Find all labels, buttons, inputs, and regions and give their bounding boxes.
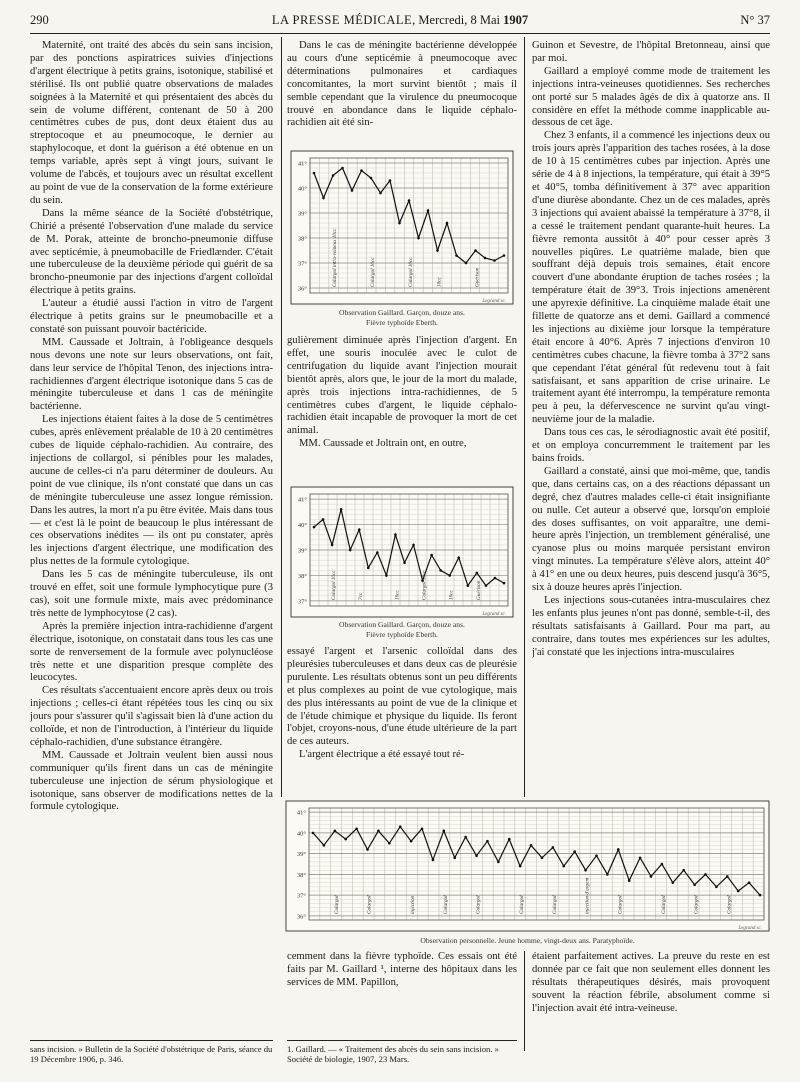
temperature-point — [715, 886, 718, 889]
journal-title: LA PRESSE MÉDICALE — [271, 13, 413, 27]
temperature-chart-3 — [285, 800, 770, 932]
issue-date: , Mercredi, 8 Mai — [412, 13, 500, 27]
y-tick-label: 40° — [297, 185, 307, 193]
injection-annotation: injection — [410, 895, 417, 914]
temperature-point — [366, 848, 369, 851]
text-column-1 — [30, 40, 273, 1030]
injection-annotation: Colargol — [660, 895, 667, 914]
temperature-point — [376, 551, 379, 554]
y-tick-label: 36° — [296, 913, 306, 921]
temperature-point — [367, 567, 370, 570]
temperature-point — [503, 582, 506, 585]
y-tick-label: 38° — [297, 235, 307, 243]
temperature-point — [351, 189, 354, 192]
temperature-point — [475, 854, 478, 857]
temperature-point — [639, 856, 642, 859]
column-rule-bottom — [524, 951, 525, 1051]
temperature-point — [358, 528, 361, 531]
y-tick-label: 36° — [297, 285, 307, 293]
paragraph: Dans le cas de méningite bactérienne développée au cours d'une septicémie à pneumocoque avec déterminations pulmonaires et cardiaques concomitantes, la mort survint bientôt ; mais il semble cependant que la virulence du pneumocoque trouvé en abondance dans le liquide céphalo-rachidien ait été sin- — [287, 40, 517, 129]
injection-annotation: Colargol — [442, 895, 449, 914]
y-tick-label: 39° — [296, 851, 306, 859]
text-bottom-middle — [287, 951, 517, 993]
temperature-point — [519, 865, 522, 868]
temperature-point — [493, 259, 496, 262]
temperature-point — [312, 832, 315, 835]
text-column-3 — [532, 40, 770, 796]
temperature-point — [661, 863, 664, 866]
injection-annotation: Colargol 10cc — [370, 257, 376, 287]
column-rule-1 — [281, 37, 282, 797]
temperature-point — [726, 875, 729, 878]
temperature-point — [448, 574, 451, 577]
temperature-point — [313, 172, 316, 175]
footnote-rule-left — [30, 1040, 273, 1041]
temperature-point — [457, 556, 460, 559]
paragraph: Gaillard a employé comme mode de traitement les injections intra-veineuses quotidiennes. Ses recherches ont porté sur 5 malades âgés de dix à quatorze ans. Il considère en effet la méthode comme inapplicable au-dessous de cet âge. — [532, 65, 770, 129]
paragraph: Guinon et Sevestre, de l'hôpital Bretonneau, ainsi que par moi. — [532, 40, 770, 64]
header-rule — [30, 33, 770, 34]
injection-annotation: Colargol — [333, 895, 340, 914]
temperature-chart-2 — [290, 486, 514, 618]
paragraph: Dans les 5 cas de méningite tuberculeuse, ils ont trouvé en effet, soit une formule lymphocytique pure (3 cas), soit une formule mixte, mais avec prédominance très nette de lymphocytose (2 cas). — [30, 569, 273, 619]
temperature-point — [455, 254, 458, 257]
temperature-point — [693, 883, 696, 886]
temperature-point — [427, 209, 430, 212]
temperature-point — [573, 850, 576, 853]
paragraph: Ces résultats s'accentuaient encore après deux ou trois injections ; celles-ci étant répétées tous les cinq ou six jours pour s'assurer qu'il s'agissait bien là d'une action du colloïde, et non de l'introduction, à l'intérieur du liquide céphalo-rachidien, d'une substance étrangère. — [30, 685, 273, 748]
temperature-point — [360, 169, 363, 172]
text-bottom-right — [532, 951, 770, 1051]
footnote-rule-mid — [287, 1040, 517, 1041]
y-tick-label: 38° — [297, 572, 307, 580]
temperature-point — [331, 544, 334, 547]
paragraph: MM. Caussade et Joltrain veulent bien aussi nous communiquer qu'ils firent dans un cas de méningite tuberculeuse une injection de sérum physiologique et isotonique, sans observer de modifications nettes de la formule cytologique. — [30, 749, 273, 813]
temperature-point — [399, 825, 402, 828]
temperature-point — [485, 584, 488, 587]
temperature-point — [332, 174, 335, 177]
y-tick-label: 40° — [296, 830, 306, 838]
engraver-signature: Legrand sc. — [482, 299, 506, 304]
temperature-point — [650, 875, 653, 878]
temperature-point — [606, 873, 609, 876]
paragraph: essayé l'argent et l'arsenic colloïdal dans des pleurésies tuberculeuses et dans deux cas de pleurésie purulente. Les résultats obtenus sont un peu différents et plus complexes au point de vue cytologique, mais des plus intéressants au point de vue de la clinique et de l'étude chimique et physique du liquide. Ils feront l'objet, croyons-nous, d'une étude ultérieure de la part de ces auteurs. — [287, 646, 517, 748]
paragraph: Chez 3 enfants, il a commencé les injections deux ou trois jours après l'apparition des taches rosées, à la dose de 10 à 15 centimètres cubes par injection. Après une série de 4 à 8 injections, la température, qui était à 39°5 et 40°5, tomba définitivement à 37° avec apparition d'une diurèse abondante. Chez un de ces malades, après 3 injections qui avaient abaissé la température à 37°8, il a cessé le traitement pendant quarante-huit heures. La fièvre remonta aussitôt à 40° pour cesser après 3 nouvelles piqûres. Le quatrième malade, bien que souffrant déjà depuis trois semaines, était encore couvert d'une abondante éruption de taches rosées ; la température était de 39°3. Trois injections amenèrent une apyrexie définitive. La cinquième malade était une fillette de quatorze ans et demi. Gaillard a commencé les injections au dixième jour lorsque la température était encore à 40°6. Après 7 injections d'environ 10 centimètres cubes chacune, la fièvre tomba à 37°2 sans que cependant l'état général fût redevenu tout à fait satisfaisant, et sans apparition de crise urinaire. Le traitement ayant été interrompu, la température remonta peu à peu, la défervescence ne survint qu'au vingt-neuvième jour de la maladie. — [532, 130, 770, 426]
text-column-2-middle — [287, 335, 517, 480]
injection-annotation: Colargol 10cc — [331, 570, 338, 600]
temperature-point — [436, 249, 439, 252]
temperature-point — [443, 830, 446, 833]
temperature-point — [704, 873, 707, 876]
temperature-point — [313, 526, 316, 529]
figure-1-caption-line2: Fièvre typhoïde Eberth. — [366, 317, 438, 327]
temperature-point — [584, 869, 587, 872]
temperature-point — [334, 830, 337, 833]
text-column-2-top — [287, 40, 517, 146]
temperature-point — [552, 846, 555, 849]
y-tick-label: 38° — [296, 871, 306, 879]
temperature-point — [421, 827, 424, 830]
figure-1-caption — [287, 308, 517, 327]
paragraph: Après la première injection intra-rachidienne d'argent électrique, isotonique, on constatait dans tous les cas une sorte de renversement de la formule avec polynucléose très nette et une disparition presque complète des leucocytes. — [30, 620, 273, 684]
injection-annotation: Colargol 10cc — [408, 257, 414, 287]
temperature-point — [430, 554, 433, 557]
figure-2-caption-line2: Fièvre typhoïde Eberth. — [366, 629, 438, 639]
temperature-point — [322, 518, 325, 521]
temperature-point — [541, 856, 544, 859]
injection-annotation: 10cc — [394, 590, 401, 600]
paragraph: MM. Caussade et Joltrain, à l'obligeance desquels nous devons une note sur leurs observations, ont fait, dans leur service de l'hôpital Tenon, des injections intra-rachidiennes d'argent électrique isotonique dans 5 cas de méningite tuberculeuse et dans 1 cas de méningite bactérienne. — [30, 336, 273, 413]
temperature-point — [377, 830, 380, 833]
temperature-point — [562, 865, 565, 868]
injection-annotation: Guérison — [475, 580, 482, 600]
temperature-point — [410, 840, 413, 843]
temperature-point — [323, 844, 326, 847]
temperature-point — [432, 859, 435, 862]
engraver-signature: Legrand sc. — [482, 612, 506, 617]
temperature-point — [474, 249, 477, 252]
temperature-point — [398, 222, 401, 225]
injection-annotation: 7cc — [358, 592, 365, 600]
issue-year: 1907 — [503, 13, 529, 27]
footnote-mid-text: 1. Gaillard. — « Traitement des abcès du sein sans incision. » Société de biologie, 1907, 23 Mars. — [287, 1044, 499, 1065]
temperature-point — [759, 894, 762, 897]
footnote-mid — [287, 1044, 517, 1065]
temperature-point — [476, 572, 479, 575]
temperature-point — [671, 881, 674, 884]
figure-1-caption-line1: Observation Gaillard. Garçon, douze ans. — [339, 308, 465, 317]
temperature-point — [370, 177, 373, 180]
temperature-point — [737, 890, 740, 893]
y-tick-label: 40° — [297, 522, 307, 530]
temperature-point — [465, 262, 468, 265]
footnote-left-text: sans incision. » Bulletin de la Société d'obstétrique de Paris, séance du 19 Décembre 1906, p. 346. — [30, 1044, 273, 1065]
temperature-point — [322, 197, 325, 200]
temperature-point — [497, 861, 500, 864]
paragraph: L'auteur a étudié aussi l'action in vitro de l'argent électrique à petits grains sur le pneumobacille et a constaté son puissant pouvoir bactéricide. — [30, 298, 273, 335]
paragraph: L'argent électrique a été essayé tout ré- — [299, 749, 465, 761]
temperature-chart-1 — [290, 150, 514, 305]
y-tick-label: 39° — [297, 547, 307, 555]
y-tick-label: 41° — [297, 160, 307, 168]
temperature-point — [341, 167, 344, 170]
temperature-point — [628, 879, 631, 882]
figure-2-caption-line1: Observation Gaillard. Garçon, douze ans. — [339, 620, 465, 629]
paragraph: Dans la même séance de la Société d'obstétrique, Chirié a présenté l'observation d'une malade du service de M. Porak, atteinte de broncho-pneumonie diffuse avec septicémie, à pneumobacille de Friedlænder. C'était une tuberculeuse de la deuxième période qui guérit de sa broncho-pneumonie par des injections d'argent colloïdal électrique à petits grains. — [30, 207, 273, 297]
column-rule-2 — [524, 37, 525, 797]
injection-annotation: Colargol — [366, 895, 373, 914]
injection-annotation: Colargol — [617, 895, 624, 914]
temperature-point — [464, 836, 467, 839]
paragraph: Dans tous ces cas, le sérodiagnostic avait été positif, et on employa concurremment le traitement par les bains froids. — [532, 427, 770, 464]
paragraph: gulièrement diminuée après l'injection d'argent. En effet, une souris inoculée avec le culot de centrifugation du liquide avant l'injection mourait bientôt après, alors que, le jour de la mort du malade, après trois injections intra-rachidiennes, de 5 centimètres cubes d'argent, le liquide céphalo-rachidien était incapable de provoquer la mort de cet animal. — [287, 335, 517, 437]
temperature-point — [486, 840, 489, 843]
temperature-point — [403, 561, 406, 564]
paragraph: Les injections sous-cutanées intra-musculaires chez les enfants plus jeunes n'ont pas donné, semble-t-il, des résultats satisfaisants à Gaillard. Pour ma part, au contraire, dans toutes mes expériences sur les adultes, j'ai constaté que les injections intra-musculaires — [532, 594, 770, 658]
temperature-point — [389, 179, 392, 182]
page-number: 290 — [30, 13, 49, 27]
journal-header — [250, 13, 550, 28]
engraver-signature: Legrand sc. — [738, 926, 762, 931]
temperature-point — [453, 856, 456, 859]
injection-annotation: Colargol — [551, 895, 558, 914]
temperature-point — [349, 549, 352, 552]
temperature-point — [394, 533, 397, 536]
temperature-point — [340, 508, 343, 511]
temperature-point — [595, 854, 598, 857]
y-tick-label: 37° — [297, 598, 307, 606]
paragraph: étaient parfaitement actives. La preuve du reste en est donnée par ce fait que non seulement elles donnent les résultats thérapeutiques désirés, mais provoquent souvent la réaction fébrile, absolument comme si l'injection avait été intra-veineuse. — [532, 951, 770, 1014]
issue-number: N° 37 — [740, 13, 770, 27]
temperature-point — [484, 257, 487, 260]
temperature-point — [494, 577, 497, 580]
injection-annotation: Colargol — [726, 895, 733, 914]
temperature-point — [385, 574, 388, 577]
footnote-left — [30, 1044, 273, 1065]
figure-2-caption — [287, 620, 517, 639]
figure-3-caption: Observation personnelle. Jeune homme, vingt-deux ans. Paratyphoïde. — [420, 936, 635, 945]
temperature-point — [439, 569, 442, 572]
injection-annotation: Colargol — [519, 895, 526, 914]
temperature-point — [379, 192, 382, 195]
paragraph: cemment dans la fièvre typhoïde. Ces essais ont été faits par M. Gaillard ¹, interne des hôpitaux dans les services de MM. Papillon, — [287, 951, 517, 988]
text-column-2-bottom — [287, 646, 517, 796]
paragraph: Les injections étaient faites à la dose de 5 centimètres cubes, après enlèvement préalable de 10 à 20 centimètres cubes de liquide céphalo-rachidien. Au contraire, des injections de collargol, si pénibles pour les malades, aucune de celles-ci n'a paru déterminer de douleurs. Au point de vue clinique, ils n'ont constaté que dans un cas de méningite tuberculeuse une assez longue rémission. Dans les autres, la mort n'a pu être évitée. Mais dans tous — et c'est là le point de beaucoup le plus intéressant de ces observations inédites — ils ont pu constater, après les injections d'argent électrique, une modification des plus nettes de la formule cytologique. — [30, 414, 273, 568]
paragraph: Gaillard a constaté, ainsi que moi-même, que, tandis que, dans certains cas, on a des réactions dépassant un degré, chez d'autres malades celle-ci était insignifiante ou nulle. Cet auteur a observé que, lorsqu'on emploie des doses suffisantes, on voit apparaître, une demi-heure après l'injection, un tremblement généralisé, une cyanose plus ou moins marquée persistant environ vingt minutes. La température s'élève alors, atteint 40° à 41° en une ou deux heures, puis descend jusqu'à 36°5, six à douze heures après l'injection. — [532, 465, 770, 594]
injection-annotation: Colargol 10cc — [421, 570, 428, 600]
temperature-point — [388, 842, 391, 845]
temperature-point — [530, 844, 533, 847]
y-tick-label: 41° — [296, 809, 306, 817]
y-tick-label: 39° — [297, 210, 307, 218]
temperature-point — [467, 584, 470, 587]
injection-annotation: Colargol — [475, 895, 482, 914]
y-tick-label: 41° — [297, 496, 307, 504]
temperature-point — [417, 237, 420, 240]
temperature-point — [508, 838, 511, 841]
temperature-point — [446, 222, 449, 225]
temperature-point — [682, 869, 685, 872]
temperature-point — [503, 254, 506, 257]
temperature-point — [617, 848, 620, 851]
temperature-point — [748, 881, 751, 884]
injection-annotation: 10cc — [448, 590, 455, 600]
temperature-point — [344, 838, 347, 841]
y-tick-label: 37° — [296, 892, 306, 900]
injection-annotation: Colargol — [693, 895, 700, 914]
paragraph: MM. Caussade et Joltrain ont, en outre, — [299, 438, 467, 450]
injection-annotation: 10cc — [436, 277, 443, 287]
paragraph: Maternité, ont traité des abcès du sein sans incision, par des ponctions aspiratrices suivies d'injections d'argent électrique à petits grains, isotonique, stabilisé et stérilisé. Ils ont publié quatre observations de malades soignées à la Maternité et qui présentaient des abcès du sein de volume différent, contenant de 50 à 200 centimètres cubes de pus, dont deux étaient dus au streptocoque et au pneumocoque, le dernier au staphylocoque, et dont la guérison a été obtenue en un temps variable, après sept à vingt jours, suivant le volume de l'abcès, et toujours avec un résultat excellent au point de vue de la conservation de la forme extérieure du sein. — [30, 40, 273, 206]
y-tick-label: 37° — [297, 260, 307, 268]
injection-annotation: Guérison — [474, 267, 481, 287]
injection-annotation: injection d'argent — [584, 877, 591, 914]
temperature-point — [355, 827, 358, 830]
temperature-point — [408, 199, 411, 202]
injection-annotation: Colargol intra-veineux 10cc — [332, 228, 338, 287]
temperature-point — [412, 544, 415, 547]
